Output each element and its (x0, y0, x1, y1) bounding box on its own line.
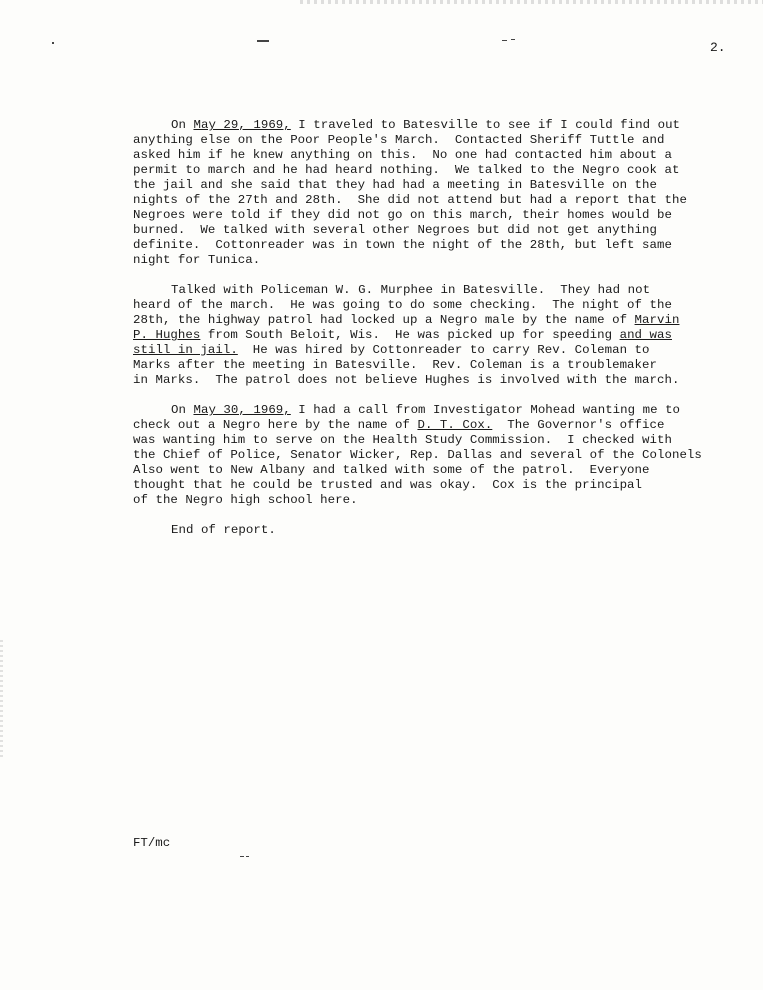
text-segment: burned. We talked with several other Negroes but did not get anything (133, 223, 657, 237)
text-segment: 28th, the highway patrol had locked up a Negro male by the name of (133, 313, 635, 327)
text-line (133, 328, 733, 343)
text-line (133, 433, 733, 448)
text-line (133, 493, 733, 508)
text-line (133, 298, 733, 313)
scan-speck (257, 40, 269, 42)
text-segment: heard of the march. He was going to do some checking. The night of the (133, 298, 672, 312)
scan-speck (52, 42, 54, 44)
scan-speck (240, 856, 244, 857)
text-segment: check out a Negro here by the name of (133, 418, 418, 432)
text-line (133, 478, 733, 493)
text-segment: Marks after the meeting in Batesville. Rev. Coleman is a troublemaker (133, 358, 657, 372)
page-number: 2. (710, 40, 726, 55)
paragraph (133, 118, 733, 268)
text-line (133, 163, 733, 178)
paragraph-gap (133, 388, 733, 403)
text-segment: Negroes were told if they did not go on this march, their homes would be (133, 208, 672, 222)
text-line (133, 373, 733, 388)
paragraph (133, 283, 733, 388)
text-line (133, 358, 733, 373)
text-line (133, 208, 733, 223)
text-segment: anything else on the Poor People's March. Contacted Sheriff Tuttle and (133, 133, 665, 147)
text-segment: I had a call from Investigator Mohead wanting me to (290, 403, 681, 417)
underlined-text: D. T. Cox. (417, 418, 493, 432)
report-body (133, 118, 733, 538)
text-line (133, 133, 733, 148)
text-segment: night for Tunica. (133, 253, 261, 267)
text-line (133, 178, 733, 193)
text-segment: The Governor's office (492, 418, 665, 432)
text-line (133, 448, 733, 463)
text-line (133, 343, 733, 358)
text-segment: thought that he could be trusted and was okay. Cox is the principal (133, 478, 643, 492)
underlined-text: and was (619, 328, 672, 342)
text-line (133, 193, 733, 208)
text-line (133, 223, 733, 238)
underlined-text: Marvin (634, 313, 680, 327)
text-segment: Talked with Policeman W. G. Murphee in Batesville. They had not (171, 283, 651, 297)
text-line (133, 238, 733, 253)
scan-speck (502, 40, 507, 41)
scan-speck (511, 39, 515, 40)
text-line (133, 313, 733, 328)
text-line (133, 283, 733, 298)
text-segment: nights of the 27th and 28th. She did not attend but had a report that the (133, 193, 687, 207)
underlined-text: May 30, 1969, (193, 403, 291, 417)
text-line (133, 523, 733, 538)
underlined-text: still in jail. (133, 343, 238, 357)
underlined-text: May 29, 1969, (193, 118, 291, 132)
text-segment: Also went to New Albany and talked with some of the patrol. Everyone (133, 463, 650, 477)
text-segment: the jail and she said that they had had a meeting in Batesville on the (133, 178, 657, 192)
paragraph-gap (133, 268, 733, 283)
scan-edge-mark (0, 640, 3, 760)
text-segment: He was hired by Cottonreader to carry Rev. Coleman to (237, 343, 650, 357)
text-segment: the Chief of Police, Senator Wicker, Rep. Dallas and several of the Colonels (133, 448, 702, 462)
underlined-text: P. Hughes (133, 328, 201, 342)
text-segment: was wanting him to serve on the Health Study Commission. I checked with (133, 433, 672, 447)
text-line (133, 118, 733, 133)
text-segment: I traveled to Batesville to see if I could find out (290, 118, 681, 132)
text-segment: asked him if he knew anything on this. No one had contacted him about a (133, 148, 672, 162)
text-segment: of the Negro high school here. (133, 493, 358, 507)
scan-smudge (300, 0, 763, 4)
text-segment: On (171, 118, 194, 132)
text-line (133, 253, 733, 268)
typist-initials: FT/mc (133, 836, 171, 850)
text-segment: from South Beloit, Wis. He was picked up for speeding (200, 328, 620, 342)
text-segment: permit to march and he had heard nothing. We talked to the Negro cook at (133, 163, 680, 177)
text-segment: End of report. (171, 523, 276, 537)
text-line (133, 418, 733, 433)
paragraph (133, 403, 733, 508)
text-segment: in Marks. The patrol does not believe Hughes is involved with the march. (133, 373, 680, 387)
paragraph-gap (133, 508, 733, 523)
text-line (133, 403, 733, 418)
text-line (133, 148, 733, 163)
text-segment: On (171, 403, 194, 417)
text-segment: definite. Cottonreader was in town the night of the 28th, but left same (133, 238, 672, 252)
scan-speck (246, 856, 249, 857)
text-line (133, 463, 733, 478)
paragraph (133, 523, 733, 538)
